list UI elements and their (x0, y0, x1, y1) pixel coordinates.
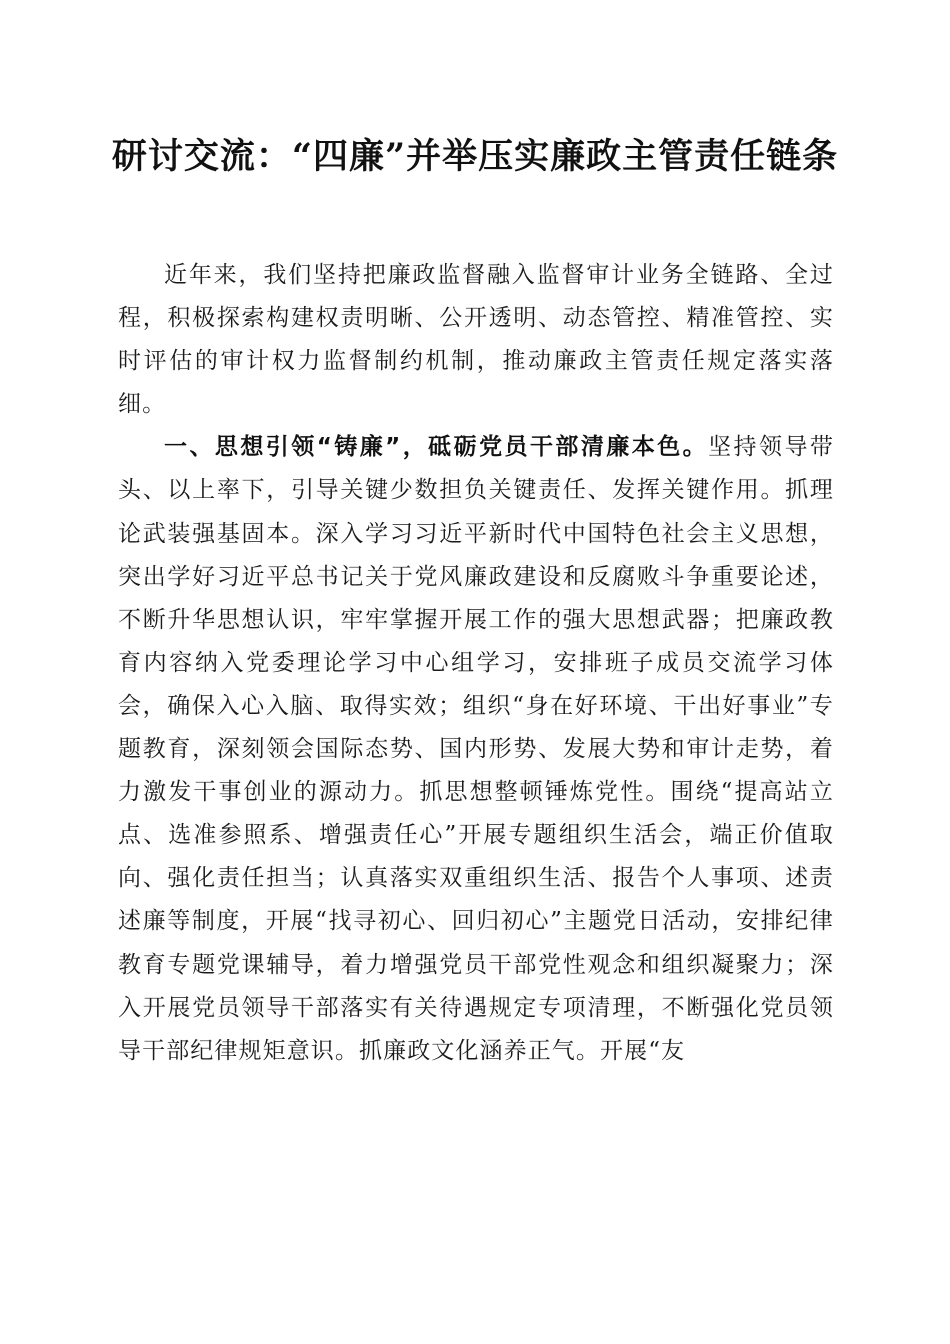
section-heading: 一、思想引领“铸廉”，砥砺党员干部清廉本色。 (164, 434, 709, 461)
paragraph-text: 近年来，我们坚持把廉政监督融入监督审计业务全链路、全过程，积极探索构建权责明晰、公开透明、动态管控、精准管控、实时评估的审计权力监督制约机制，推动廉政主管责任规定落实落细。 (118, 262, 834, 418)
paragraph-text: 坚持领导带头、以上率下，引导关键少数担负关键责任、发挥关键作用。抓理论武装强基固本。深入学习习近平新时代中国特色社会主义思想，突出学好习近平总书记关于党风廉政建设和反腐败斗争重要论述，不断升华思想认识，牢牢掌握开展工作的强大思想武器；把廉政教育内容纳入党委理论学习中心组学习，安排班子成员交流学习体会，确保入心入脑、取得实效；组织“身在好环境、干出好事业”专题教育，深刻领会国际态势、国内形势、发展大势和审计走势，着力激发干事创业的源动力。抓思想整顿锤炼党性。围绕“提高站立点、选准参照系、增强责任心”开展专题组织生活会，端正价值取向、强化责任担当；认真落实双重组织生活、报告个人事项、述责述廉等制度，开展“找寻初心、回归初心”主题党日活动，安排纪律教育专题党课辅导，着力增强党员干部党性观念和组织凝聚力；深入开展党员领导干部落实有关待遇规定专项清理，不断强化党员领导干部纪律规矩意识。抓廉政文化涵养正气。开展“友 (118, 434, 835, 1064)
section-one-paragraph (118, 426, 834, 1072)
page-title: 研讨交流：“四廉”并举压实廉政主管责任链条 (111, 136, 839, 177)
document-body (118, 254, 834, 1073)
intro-paragraph (118, 254, 834, 426)
